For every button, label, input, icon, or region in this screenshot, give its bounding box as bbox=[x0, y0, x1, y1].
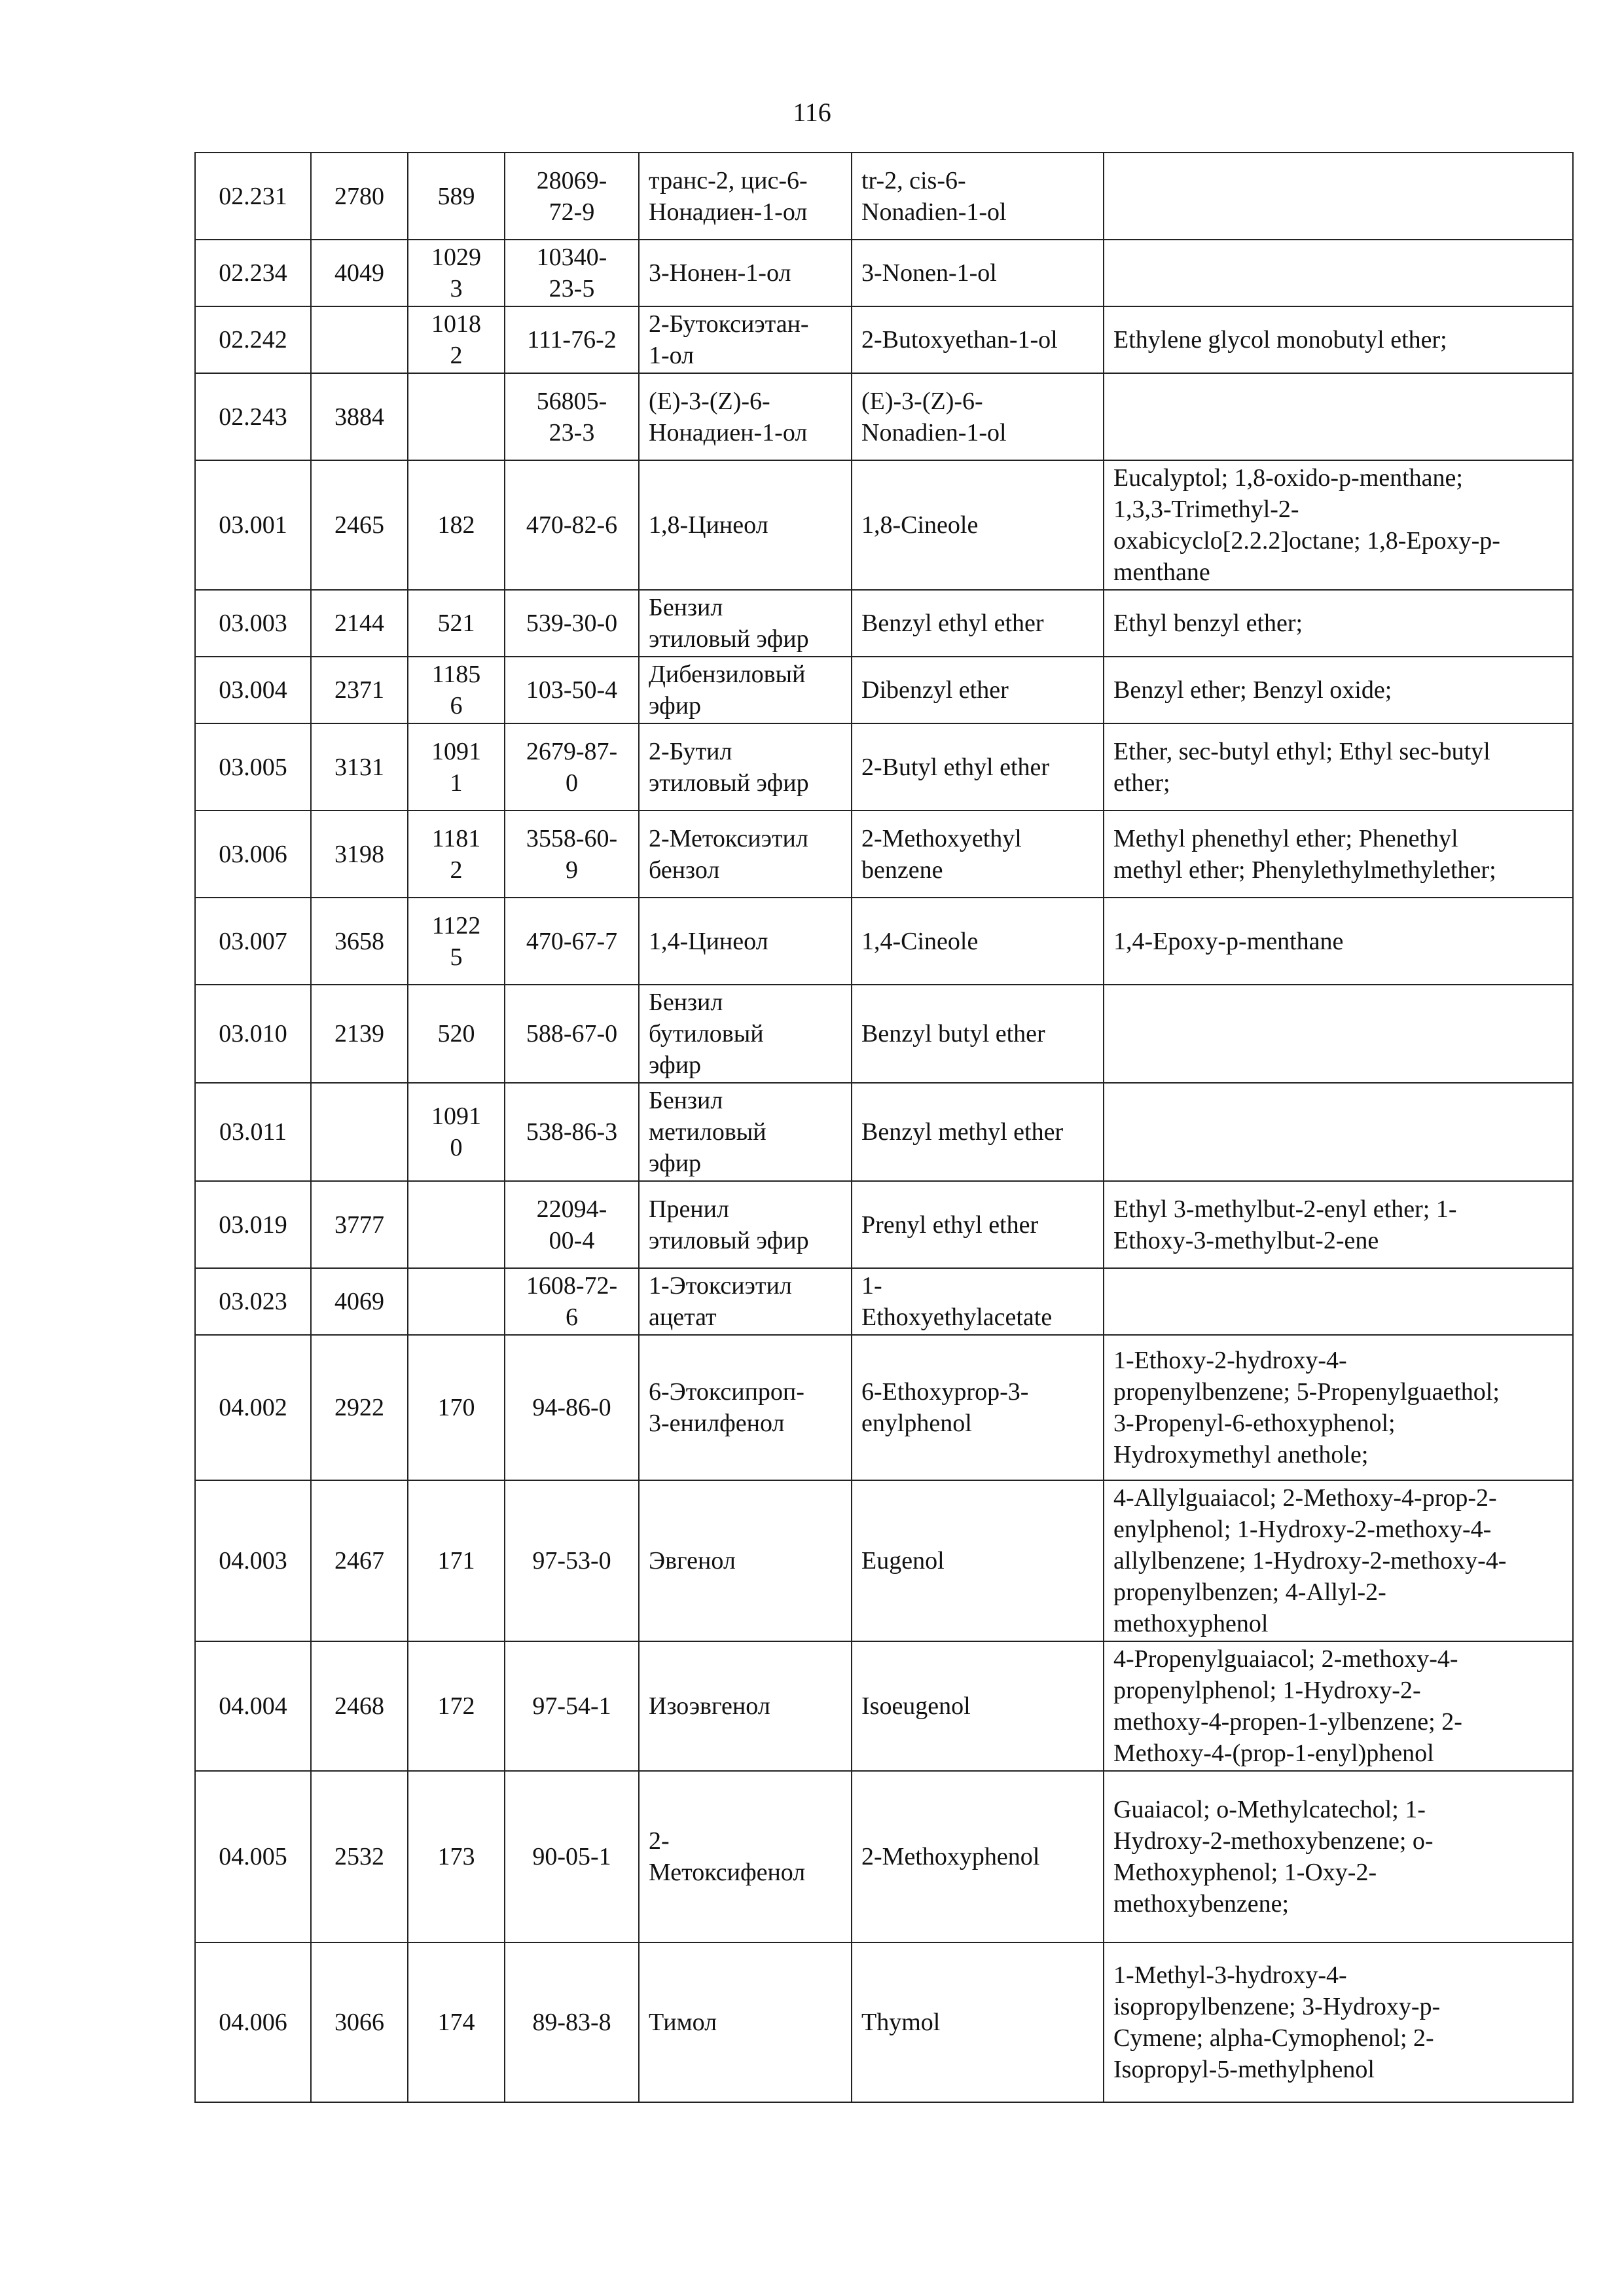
cell-name-russian: Изоэвгенол bbox=[639, 1641, 852, 1771]
cell-fl-number: 03.004 bbox=[195, 657, 311, 723]
cell-cas-number: 3558-60- 9 bbox=[505, 811, 639, 898]
cell-coe-number: 1181 2 bbox=[408, 811, 505, 898]
cell-coe-number: 170 bbox=[408, 1335, 505, 1480]
cell-fl-number: 02.242 bbox=[195, 306, 311, 373]
cell-cas-number: 588-67-0 bbox=[505, 985, 639, 1083]
cell-jecfa-number: 3658 bbox=[311, 898, 408, 985]
table-row bbox=[195, 898, 1573, 985]
cell-synonyms: Methyl phenethyl ether; Phenethyl methyl ether; Phenylethylmethylether; bbox=[1104, 811, 1573, 898]
cell-jecfa-number: 2532 bbox=[311, 1771, 408, 1942]
cell-cas-number: 94-86-0 bbox=[505, 1335, 639, 1480]
cell-name-english: tr-2, cis-6- Nonadien-1-ol bbox=[852, 153, 1104, 240]
table-row bbox=[195, 373, 1573, 460]
cell-name-english: Thymol bbox=[852, 1942, 1104, 2102]
cell-coe-number: 171 bbox=[408, 1480, 505, 1641]
cell-fl-number: 03.023 bbox=[195, 1268, 311, 1335]
table-row bbox=[195, 240, 1573, 306]
cell-cas-number: 10340- 23-5 bbox=[505, 240, 639, 306]
cell-synonyms: Ethyl benzyl ether; bbox=[1104, 590, 1573, 657]
cell-fl-number: 03.003 bbox=[195, 590, 311, 657]
cell-coe-number bbox=[408, 1181, 505, 1268]
cell-name-english: Benzyl methyl ether bbox=[852, 1083, 1104, 1181]
cell-jecfa-number: 2468 bbox=[311, 1641, 408, 1771]
cell-coe-number bbox=[408, 1268, 505, 1335]
cell-coe-number: 173 bbox=[408, 1771, 505, 1942]
cell-jecfa-number: 2465 bbox=[311, 460, 408, 590]
cell-name-russian: Тимол bbox=[639, 1942, 852, 2102]
cell-synonyms: Benzyl ether; Benzyl oxide; bbox=[1104, 657, 1573, 723]
cell-synonyms: Guaiacol; o-Methylcatechol; 1- Hydroxy-2-methoxybenzene; o- Methoxyphenol; 1-Oxy-2- methoxybenzene; bbox=[1104, 1771, 1573, 1942]
cell-name-english: (E)-3-(Z)-6- Nonadien-1-ol bbox=[852, 373, 1104, 460]
cell-name-russian: 1,4-Цинеол bbox=[639, 898, 852, 985]
cell-fl-number: 04.003 bbox=[195, 1480, 311, 1641]
cell-name-english: 1- Ethoxyethylacetate bbox=[852, 1268, 1104, 1335]
cell-coe-number: 1091 0 bbox=[408, 1083, 505, 1181]
table-row bbox=[195, 723, 1573, 811]
table-row bbox=[195, 1181, 1573, 1268]
cell-cas-number: 97-53-0 bbox=[505, 1480, 639, 1641]
cell-name-russian: Эвгенол bbox=[639, 1480, 852, 1641]
cell-synonyms: 4-Propenylguaiacol; 2-methoxy-4- propenylphenol; 1-Hydroxy-2- methoxy-4-propen-1-ylbenzene; 2- Methoxy-4-(prop-1-enyl)phenol bbox=[1104, 1641, 1573, 1771]
cell-name-english: 2-Methoxyethyl benzene bbox=[852, 811, 1104, 898]
cell-fl-number: 03.007 bbox=[195, 898, 311, 985]
table-row bbox=[195, 153, 1573, 240]
table-row bbox=[195, 1480, 1573, 1641]
table-row bbox=[195, 590, 1573, 657]
cell-name-english: 1,4-Cineole bbox=[852, 898, 1104, 985]
cell-name-english: 2-Butoxyethan-1-ol bbox=[852, 306, 1104, 373]
cell-jecfa-number bbox=[311, 1083, 408, 1181]
cell-jecfa-number: 4049 bbox=[311, 240, 408, 306]
substances-table bbox=[194, 152, 1574, 2103]
cell-synonyms: Eucalyptol; 1,8-oxido-p-menthane; 1,3,3-Trimethyl-2- oxabicyclo[2.2.2]octane; 1,8-Epoxy-p- menthane bbox=[1104, 460, 1573, 590]
cell-name-russian: Бензил метиловый эфир bbox=[639, 1083, 852, 1181]
cell-cas-number: 470-67-7 bbox=[505, 898, 639, 985]
cell-synonyms: 4-Allylguaiacol; 2-Methoxy-4-prop-2- enylphenol; 1-Hydroxy-2-methoxy-4- allylbenzene; 1-Hydroxy-2-methoxy-4- propenylbenzen; 4-Allyl-2- methoxyphenol bbox=[1104, 1480, 1573, 1641]
cell-coe-number: 174 bbox=[408, 1942, 505, 2102]
cell-cas-number: 470-82-6 bbox=[505, 460, 639, 590]
cell-name-russian: 1,8-Цинеол bbox=[639, 460, 852, 590]
table-row bbox=[195, 460, 1573, 590]
cell-coe-number: 520 bbox=[408, 985, 505, 1083]
cell-fl-number: 04.006 bbox=[195, 1942, 311, 2102]
cell-fl-number: 03.019 bbox=[195, 1181, 311, 1268]
cell-name-english: 6-Ethoxyprop-3- enylphenol bbox=[852, 1335, 1104, 1480]
cell-synonyms: 1-Methyl-3-hydroxy-4- isopropylbenzene; 3-Hydroxy-p- Cymene; alpha-Cymophenol; 2- Isopropyl-5-methylphenol bbox=[1104, 1942, 1573, 2102]
table-body bbox=[195, 153, 1573, 2102]
cell-cas-number: 103-50-4 bbox=[505, 657, 639, 723]
cell-name-russian: (E)-3-(Z)-6- Нонадиен-1-ол bbox=[639, 373, 852, 460]
table-row bbox=[195, 1083, 1573, 1181]
cell-fl-number: 02.243 bbox=[195, 373, 311, 460]
cell-name-english: 3-Nonen-1-ol bbox=[852, 240, 1104, 306]
cell-fl-number: 03.001 bbox=[195, 460, 311, 590]
cell-synonyms: Ethylene glycol monobutyl ether; bbox=[1104, 306, 1573, 373]
cell-name-russian: Дибензиловый эфир bbox=[639, 657, 852, 723]
table-row bbox=[195, 1335, 1573, 1480]
cell-name-russian: 2-Бутил этиловый эфир bbox=[639, 723, 852, 811]
table-row bbox=[195, 811, 1573, 898]
table-row bbox=[195, 985, 1573, 1083]
cell-coe-number bbox=[408, 373, 505, 460]
cell-jecfa-number: 3198 bbox=[311, 811, 408, 898]
cell-name-russian: 2-Метоксиэтил бензол bbox=[639, 811, 852, 898]
cell-name-russian: Бензил этиловый эфир bbox=[639, 590, 852, 657]
cell-name-russian: Бензил бутиловый эфир bbox=[639, 985, 852, 1083]
cell-fl-number: 02.234 bbox=[195, 240, 311, 306]
cell-cas-number: 22094- 00-4 bbox=[505, 1181, 639, 1268]
table-row bbox=[195, 1771, 1573, 1942]
cell-cas-number: 538-86-3 bbox=[505, 1083, 639, 1181]
cell-name-english: Dibenzyl ether bbox=[852, 657, 1104, 723]
cell-fl-number: 03.006 bbox=[195, 811, 311, 898]
cell-jecfa-number: 3884 bbox=[311, 373, 408, 460]
cell-coe-number: 1185 6 bbox=[408, 657, 505, 723]
cell-cas-number: 97-54-1 bbox=[505, 1641, 639, 1771]
cell-jecfa-number: 2144 bbox=[311, 590, 408, 657]
cell-synonyms bbox=[1104, 240, 1573, 306]
table-row bbox=[195, 306, 1573, 373]
cell-fl-number: 04.005 bbox=[195, 1771, 311, 1942]
cell-synonyms: 1,4-Epoxy-p-menthane bbox=[1104, 898, 1573, 985]
cell-name-english: Benzyl ethyl ether bbox=[852, 590, 1104, 657]
cell-name-russian: транс-2, цис-6- Нонадиен-1-ол bbox=[639, 153, 852, 240]
cell-fl-number: 03.011 bbox=[195, 1083, 311, 1181]
cell-coe-number: 1029 3 bbox=[408, 240, 505, 306]
cell-jecfa-number: 2922 bbox=[311, 1335, 408, 1480]
cell-coe-number: 172 bbox=[408, 1641, 505, 1771]
cell-coe-number: 1091 1 bbox=[408, 723, 505, 811]
cell-jecfa-number bbox=[311, 306, 408, 373]
cell-name-english: 2-Butyl ethyl ether bbox=[852, 723, 1104, 811]
cell-fl-number: 03.010 bbox=[195, 985, 311, 1083]
cell-fl-number: 02.231 bbox=[195, 153, 311, 240]
cell-jecfa-number: 3777 bbox=[311, 1181, 408, 1268]
cell-synonyms bbox=[1104, 1268, 1573, 1335]
cell-synonyms bbox=[1104, 985, 1573, 1083]
cell-cas-number: 539-30-0 bbox=[505, 590, 639, 657]
cell-synonyms: 1-Ethoxy-2-hydroxy-4- propenylbenzene; 5-Propenylguaethol; 3-Propenyl-6-ethoxyphenol; Hydroxymethyl anethole; bbox=[1104, 1335, 1573, 1480]
cell-synonyms bbox=[1104, 1083, 1573, 1181]
cell-jecfa-number: 3131 bbox=[311, 723, 408, 811]
cell-fl-number: 03.005 bbox=[195, 723, 311, 811]
cell-cas-number: 56805- 23-3 bbox=[505, 373, 639, 460]
cell-fl-number: 04.002 bbox=[195, 1335, 311, 1480]
cell-synonyms bbox=[1104, 373, 1573, 460]
cell-coe-number: 182 bbox=[408, 460, 505, 590]
table-row bbox=[195, 1641, 1573, 1771]
cell-synonyms: Ethyl 3-methylbut-2-enyl ether; 1- Ethoxy-3-methylbut-2-ene bbox=[1104, 1181, 1573, 1268]
cell-name-russian: 1-Этоксиэтил ацетат bbox=[639, 1268, 852, 1335]
cell-name-english: Isoeugenol bbox=[852, 1641, 1104, 1771]
cell-name-russian: Пренил этиловый эфир bbox=[639, 1181, 852, 1268]
cell-cas-number: 1608-72- 6 bbox=[505, 1268, 639, 1335]
cell-cas-number: 28069- 72-9 bbox=[505, 153, 639, 240]
cell-jecfa-number: 3066 bbox=[311, 1942, 408, 2102]
cell-name-english: Prenyl ethyl ether bbox=[852, 1181, 1104, 1268]
cell-cas-number: 111-76-2 bbox=[505, 306, 639, 373]
cell-name-english: Eugenol bbox=[852, 1480, 1104, 1641]
table-row bbox=[195, 1942, 1573, 2102]
cell-name-russian: 3-Нонен-1-ол bbox=[639, 240, 852, 306]
cell-name-english: 2-Methoxyphenol bbox=[852, 1771, 1104, 1942]
table-row bbox=[195, 657, 1573, 723]
cell-synonyms: Ether, sec-butyl ethyl; Ethyl sec-butyl ether; bbox=[1104, 723, 1573, 811]
cell-cas-number: 89-83-8 bbox=[505, 1942, 639, 2102]
page-number: 116 bbox=[793, 98, 831, 127]
cell-name-russian: 6-Этоксипроп- 3-енилфенол bbox=[639, 1335, 852, 1480]
cell-coe-number: 521 bbox=[408, 590, 505, 657]
cell-name-russian: 2- Метоксифенол bbox=[639, 1771, 852, 1942]
cell-name-russian: 2-Бутоксиэтан- 1-ол bbox=[639, 306, 852, 373]
cell-coe-number: 589 bbox=[408, 153, 505, 240]
cell-jecfa-number: 2371 bbox=[311, 657, 408, 723]
cell-jecfa-number: 2780 bbox=[311, 153, 408, 240]
cell-cas-number: 90-05-1 bbox=[505, 1771, 639, 1942]
cell-jecfa-number: 2139 bbox=[311, 985, 408, 1083]
cell-coe-number: 1122 5 bbox=[408, 898, 505, 985]
cell-synonyms bbox=[1104, 153, 1573, 240]
table-row bbox=[195, 1268, 1573, 1335]
cell-name-english: Benzyl butyl ether bbox=[852, 985, 1104, 1083]
cell-name-english: 1,8-Cineole bbox=[852, 460, 1104, 590]
cell-jecfa-number: 4069 bbox=[311, 1268, 408, 1335]
cell-coe-number: 1018 2 bbox=[408, 306, 505, 373]
cell-cas-number: 2679-87- 0 bbox=[505, 723, 639, 811]
cell-jecfa-number: 2467 bbox=[311, 1480, 408, 1641]
cell-fl-number: 04.004 bbox=[195, 1641, 311, 1771]
